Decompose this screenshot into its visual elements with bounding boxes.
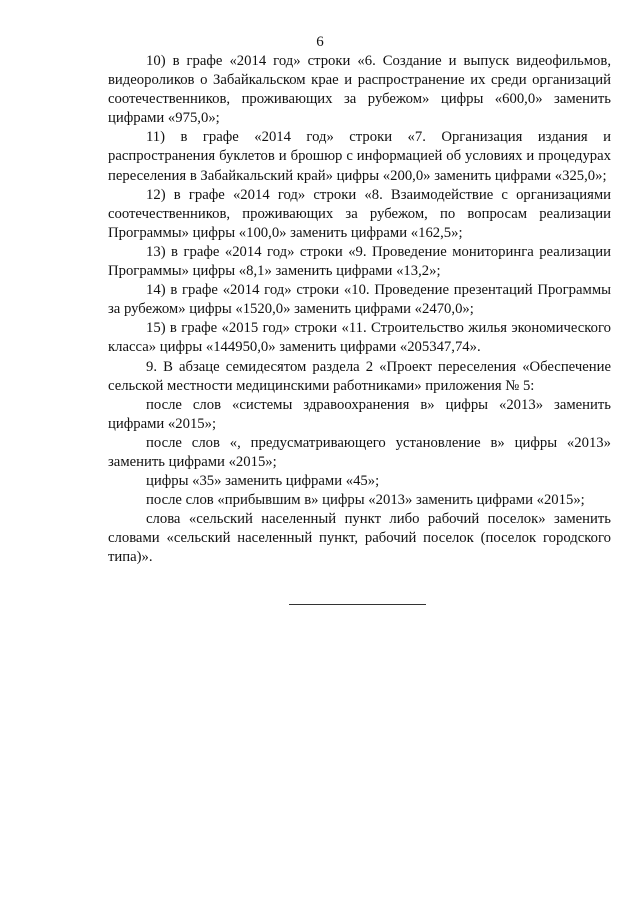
amendment-line-5: слова «сельский населенный пункт либо рабочий поселок» заменить словами «сельский населенный пункт, рабочий поселок (поселок городского типа)».	[108, 511, 611, 566]
page-number: 6	[316, 34, 324, 50]
section-9-intro: 9. В абзаце семидесятом раздела 2 «Проект переселения «Обеспечение сельской местности медицинскими работниками» приложения № 5:	[108, 358, 611, 394]
paragraph-item-12: 12) в графе «2014 год» строки «8. Взаимодействие с организациями соотечественников, проживающих за рубежом, по вопросам реализации Программы» цифры «100,0» заменить цифрами «162,5»;	[108, 186, 611, 241]
paragraph-item-15: 15) в графе «2015 год» строки «11. Строительство жилья экономического класса» цифры «144950,0» заменить цифрами «205347,74».	[108, 320, 611, 356]
paragraph-item-11: 11) в графе «2014 год» строки «7. Организация издания и распространения буклетов и брошюр с информацией об условиях и процедурах переселения в Забайкальский край» цифры «200,0» заменить цифрами «325,0»;	[108, 129, 611, 184]
paragraph-item-10: 10) в графе «2014 год» строки «6. Создание и выпуск видеофильмов, видеороликов о Забайкальском крае и распространение их среди организаций соотечественников, проживающих за рубежом» цифры «600,0» заменить цифрами «975,0»;	[108, 53, 611, 127]
paragraph-item-13: 13) в графе «2014 год» строки «9. Проведение мониторинга реализации Программы» цифры «8,1» заменить цифрами «13,2»;	[108, 243, 611, 280]
amendment-line-4: после слов «прибывшим в» цифры «2013» заменить цифрами «2015»;	[146, 492, 585, 509]
amendment-line-2: после слов «, предусматривающего установление в» цифры «2013» заменить цифрами «2015»;	[108, 434, 611, 470]
paragraph-item-14: 14) в графе «2014 год» строки «10. Проведение презентаций Программы за рубежом» цифры «1520,0» заменить цифрами «2470,0»;	[108, 282, 611, 318]
amendment-line-1: после слов «системы здравоохранения в» цифры «2013» заменить цифрами «2015»;	[108, 396, 611, 432]
amendment-line-3: цифры «35» заменить цифрами «45»;	[146, 473, 380, 490]
document-body	[108, 52, 611, 568]
closing-rule	[289, 604, 426, 605]
